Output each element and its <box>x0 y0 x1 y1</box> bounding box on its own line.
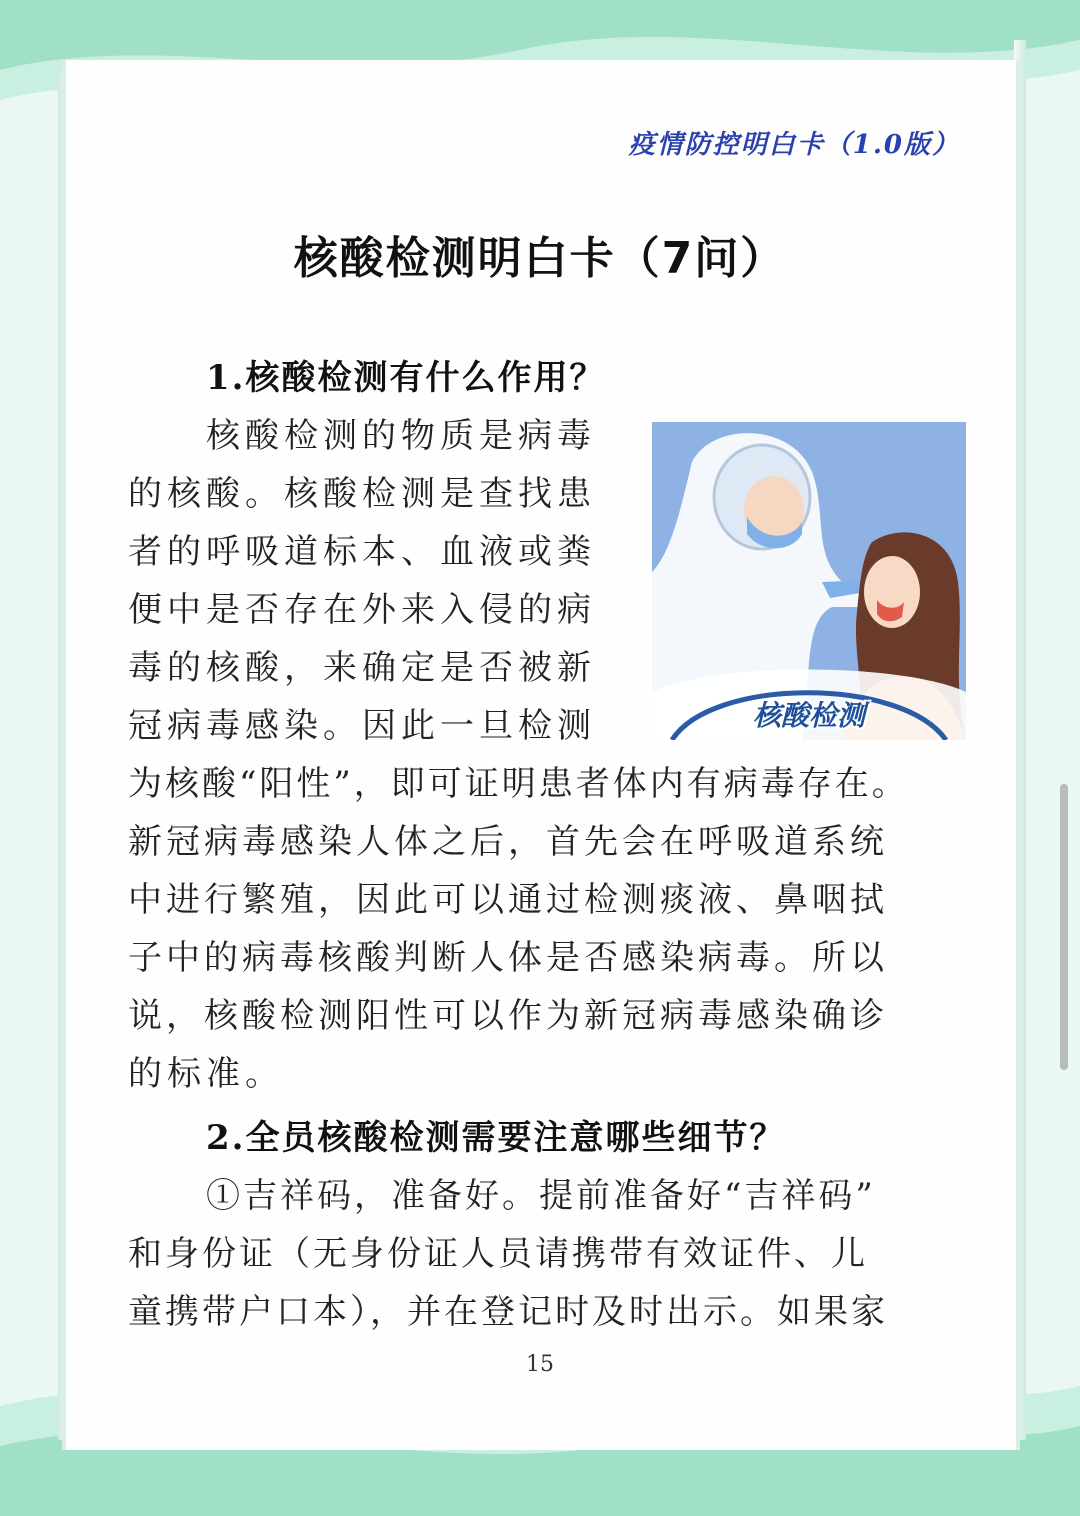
paragraph-line: 中进行繁殖，因此可以通过检测痰液、鼻咽拭 <box>128 880 888 920</box>
figure-caption: 核酸检测 <box>752 699 865 732</box>
paragraph-line: ①吉祥码，准备好。提前准备好“吉祥码” <box>206 1176 876 1216</box>
paragraph-line: 说，核酸检测阳性可以作为新冠病毒感染确诊 <box>128 996 888 1036</box>
question-2-heading: 2.全员核酸检测需要注意哪些细节？ <box>206 1118 786 1158</box>
paragraph-line: 新冠病毒感染人体之后，首先会在呼吸道系统 <box>128 822 888 862</box>
header-label: 疫情防控明白卡（1.0版） <box>628 130 960 160</box>
paragraph-line: 子中的病毒核酸判断人体是否感染病毒。所以 <box>128 938 888 978</box>
nucleic-acid-test-illustration <box>652 422 966 740</box>
paragraph-line: 核酸检测的物质是病毒 <box>206 416 596 456</box>
question-1-heading: 1.核酸检测有什么作用？ <box>206 358 606 398</box>
paragraph-line: 的标准。 <box>128 1054 284 1094</box>
paragraph-line: 便中是否存在外来入侵的病 <box>128 590 596 630</box>
paragraph-line: 冠病毒感染。因此一旦检测 <box>128 706 596 746</box>
paragraph-line: 者的呼吸道标本、血液或粪 <box>128 532 596 572</box>
page-title: 核酸检测明白卡（7问） <box>293 233 787 284</box>
paragraph-line: 和身份证（无身份证人员请携带有效证件、儿 <box>128 1234 868 1274</box>
paragraph-line: 童携带户口本），并在登记时及时出示。如果家 <box>128 1292 888 1332</box>
vertical-scrollbar[interactable] <box>1060 784 1068 1070</box>
page-number: 15 <box>526 1352 554 1377</box>
paragraph-line: 的核酸。核酸检测是查找患 <box>128 474 596 514</box>
paragraph-line: 毒的核酸，来确定是否被新 <box>128 648 596 688</box>
paragraph-line: 为核酸“阳性”，即可证明患者体内有病毒存在。 <box>128 764 909 804</box>
swab-test-illustration-svg <box>652 422 966 740</box>
